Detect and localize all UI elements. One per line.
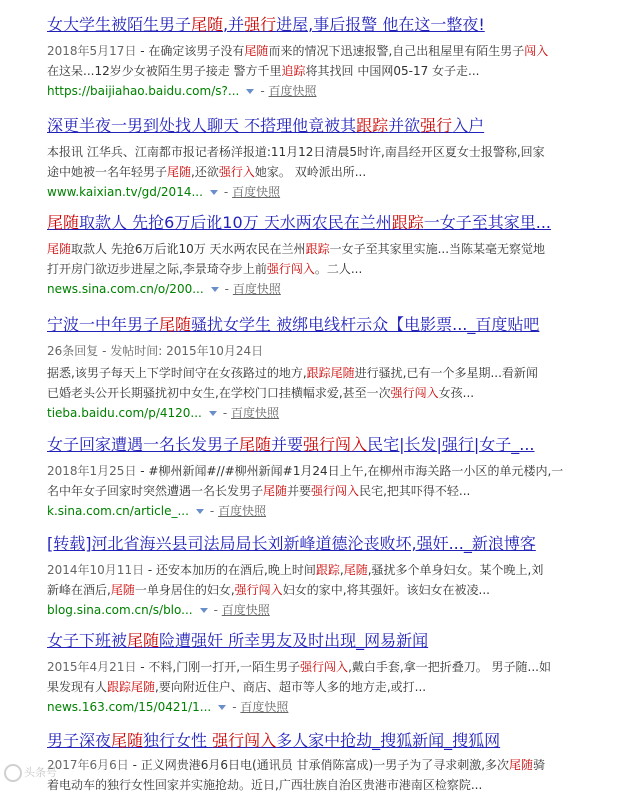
abstract-line <box>47 775 607 795</box>
result-title[interactable] <box>47 115 607 137</box>
snapshot-link[interactable]: 百度快照 <box>240 700 289 714</box>
result-date: 2017年6月6日 <box>47 758 129 772</box>
abstract-line <box>47 383 607 403</box>
result-date: 2018年1月25日 <box>47 464 137 478</box>
result-url[interactable]: news.163.com/15/0421/1... <box>47 700 212 714</box>
keyword-highlight: 尾随 <box>244 44 269 58</box>
chevron-down-icon[interactable] <box>211 287 219 292</box>
result-abstract <box>47 41 607 81</box>
abstract-text: 民宅,把其吓得不轻... <box>359 484 471 498</box>
result-abstract <box>47 560 607 600</box>
abstract-text: - #柳州新闻#//#柳州新闻#1月24日上午,在柳州市海关路一小区的单元楼内,一 <box>136 464 564 478</box>
result-url[interactable]: k.sina.com.cn/article_... <box>47 504 189 518</box>
chevron-down-icon[interactable] <box>210 190 218 195</box>
result-title[interactable] <box>47 434 607 456</box>
keyword-highlight: 跟踪 <box>305 242 330 256</box>
snapshot-link[interactable]: 百度快照 <box>221 603 270 617</box>
abstract-line <box>47 580 607 600</box>
keyword-highlight: 强行闯入 <box>311 484 360 498</box>
result-title[interactable] <box>47 14 607 36</box>
abstract-text: - 在确定该男子没有 <box>136 44 245 58</box>
abstract-text: 。二人... <box>314 262 363 276</box>
result-url-line: news.sina.com.cn/o/200... - 百度快照 <box>47 282 281 296</box>
title-text: 女大学生被陌生男子 <box>47 15 192 34</box>
result-title[interactable] <box>47 630 607 652</box>
result-item <box>47 630 607 717</box>
title-text: 取款人 先抢6万后讹10万 天水两农民在兰州 <box>79 213 392 232</box>
result-date: 2014年10月11日 <box>47 563 145 577</box>
keyword-highlight: 尾随 <box>263 484 288 498</box>
result-abstract <box>47 461 607 501</box>
result-url[interactable]: https://baijiahao.baidu.com/s?... <box>47 84 240 98</box>
result-url[interactable]: tieba.baidu.com/p/4120... <box>47 406 202 420</box>
abstract-text: - 还安本加历的在酒后,晚上时间 <box>144 563 316 577</box>
result-title[interactable] <box>47 730 607 752</box>
result-url-line: www.kaixian.tv/gd/2014... - 百度快照 <box>47 185 281 199</box>
abstract-text: ,戴白手套,拿一把折叠刀。 男子随...如 <box>348 660 551 674</box>
result-abstract <box>47 657 607 697</box>
chevron-down-icon[interactable] <box>209 411 217 416</box>
title-text: 险遭强奸 所幸男友及时出现_网易新闻 <box>159 631 429 650</box>
abstract-text: 而来的情况下迅速报警,自己出租屋里有陌生男子 <box>268 44 525 58</box>
keyword-highlight: 跟踪尾随 <box>306 366 355 380</box>
keyword-highlight: 尾随 <box>47 242 72 256</box>
abstract-text: 骑 <box>533 758 546 772</box>
abstract-line <box>47 755 607 775</box>
title-text: 进屋,事后报警 他在这一整夜! <box>276 15 485 34</box>
chevron-down-icon[interactable] <box>246 89 254 94</box>
result-item <box>47 14 607 101</box>
result-item <box>47 115 607 202</box>
title-text: 民宅|长发|强行|女子_... <box>367 435 535 454</box>
chevron-down-icon[interactable] <box>196 509 204 514</box>
keyword-highlight: 尾随 <box>110 583 135 597</box>
snapshot-link[interactable]: 百度快照 <box>232 282 281 296</box>
title-text: 并要 <box>271 435 304 454</box>
keyword-highlight: 强行闯入 <box>266 262 315 276</box>
abstract-text: 本报讯 江华兵、江南都市报记者杨洋报道:11月12日清晨5时许,南昌经开区夏女士报警称,回家 <box>47 145 545 159</box>
title-text: 女子回家遭遇一名长发男子 <box>47 435 240 454</box>
title-highlight: 尾随 <box>111 731 144 750</box>
title-highlight: 尾随 <box>239 435 272 454</box>
abstract-text: ,骚扰多个单身妇女。某个晚上,刘 <box>367 563 544 577</box>
abstract-text: - 正义网贵港6月6日电(通讯员 甘承俏陈富成)一男子为了寻求刺激,多次 <box>128 758 510 772</box>
title-text: 多人家中抢劫_搜狐新闻_搜狐网 <box>276 731 501 750</box>
abstract-line <box>47 259 607 279</box>
abstract-text: 妇女的家中,将其强奸。该妇女在被凌... <box>282 583 490 597</box>
result-abstract <box>47 142 607 182</box>
result-item <box>47 730 607 795</box>
abstract-text: 已婚老头公开长期骚扰初中女生,在学校门口挂横幅求爱,甚至一次 <box>47 386 391 400</box>
abstract-text: 取款人 先抢6万后讹10万 天水两农民在兰州 <box>71 242 306 256</box>
keyword-highlight: 强行闯入 <box>300 660 349 674</box>
abstract-line <box>47 61 607 81</box>
result-url-line: blog.sina.com.cn/s/blo... - 百度快照 <box>47 603 270 617</box>
abstract-text: 据悉,该男子每天上下学时间守在女孩路过的地方, <box>47 366 307 380</box>
abstract-text: 女孩... <box>438 386 475 400</box>
keyword-highlight: 尾随 <box>343 563 368 577</box>
chevron-down-icon[interactable] <box>200 608 208 613</box>
result-item <box>47 533 607 620</box>
abstract-line <box>47 677 607 697</box>
keyword-highlight: 尾随 <box>509 758 534 772</box>
abstract-text: 打开房门欲迈步进屋之际,李景琦夺步上前 <box>47 262 267 276</box>
keyword-highlight: 跟踪 <box>315 563 340 577</box>
title-highlight: 尾随 <box>159 315 192 334</box>
snapshot-link[interactable]: 百度快照 <box>231 406 280 420</box>
watermark-logo-icon <box>4 764 22 782</box>
title-text: 并欲 <box>388 116 421 135</box>
title-highlight: 尾随 <box>127 631 160 650</box>
title-text: ,并 <box>223 15 245 34</box>
keyword-highlight: 跟踪尾随 <box>107 680 156 694</box>
abstract-text: 新峰在酒后, <box>47 583 111 597</box>
keyword-highlight: 追踪 <box>281 64 306 78</box>
title-text: 宁波一中年男子 <box>47 315 160 334</box>
abstract-text: 一单身居住的妇女, <box>134 583 235 597</box>
abstract-line <box>47 41 607 61</box>
result-meta: 26条回复 - 发帖时间: 2015年10月24日 <box>47 344 264 358</box>
abstract-line <box>47 142 607 162</box>
abstract-text: 果发现有人 <box>47 680 108 694</box>
title-highlight: 强行 <box>420 116 453 135</box>
result-url[interactable]: news.sina.com.cn/o/200... <box>47 282 204 296</box>
title-highlight: 跟踪 <box>356 116 389 135</box>
result-abstract <box>47 239 607 279</box>
result-item <box>47 434 607 521</box>
result-item <box>47 212 607 299</box>
title-text: 男子深夜 <box>47 731 112 750</box>
title-text: 女子下班被 <box>47 631 128 650</box>
abstract-line <box>47 363 607 383</box>
abstract-text: 途中她被一名年轻男子 <box>47 165 168 179</box>
keyword-highlight: 强行闯入 <box>390 386 439 400</box>
result-title[interactable] <box>47 533 607 555</box>
abstract-text: 进行骚扰,已有一个多星期...看新闻 <box>354 366 538 380</box>
keyword-highlight: 强行入 <box>218 165 255 179</box>
title-highlight: 强行闯入 <box>303 435 368 454</box>
title-highlight: 跟踪 <box>391 213 424 232</box>
keyword-highlight: 闯入 <box>524 44 549 58</box>
abstract-text: 在这呆...12岁少女被陌生男子接走 警方千里 <box>47 64 282 78</box>
result-url[interactable]: blog.sina.com.cn/s/blo... <box>47 603 193 617</box>
result-item <box>47 314 607 423</box>
snapshot-link[interactable]: 百度快照 <box>268 84 317 98</box>
abstract-text: , <box>339 563 344 577</box>
result-date: 2018年5月17日 <box>47 44 137 58</box>
title-highlight: 强行闯入 <box>212 731 277 750</box>
title-text: 骚扰女学生 被绑电线杆示众【电影票..._百度贴吧 <box>191 315 540 334</box>
result-abstract <box>47 363 607 403</box>
snapshot-link[interactable]: 百度快照 <box>232 185 281 199</box>
abstract-line <box>47 481 607 501</box>
title-text: 深更半夜一男到处找人聊天 不搭理他竟被其 <box>47 116 357 135</box>
title-highlight: 强行 <box>244 15 277 34</box>
keyword-highlight: 强行闯入 <box>234 583 283 597</box>
result-title[interactable] <box>47 314 607 336</box>
result-title[interactable] <box>47 212 607 234</box>
title-highlight: 尾随 <box>47 213 80 232</box>
watermark-text: 头条号 <box>24 766 57 779</box>
title-text: 入户 <box>452 116 485 135</box>
title-highlight: 尾随 <box>191 15 224 34</box>
result-abstract <box>47 755 607 795</box>
snapshot-link[interactable]: 百度快照 <box>218 504 267 518</box>
title-text: 一女子至其家里... <box>423 213 552 232</box>
abstract-text: 一女子至其家里实施...当陈某毫无察觉地 <box>329 242 546 256</box>
title-text: 独行女性 <box>143 731 213 750</box>
result-url-line: tieba.baidu.com/p/4120... - 百度快照 <box>47 406 280 420</box>
abstract-text: ,还欲 <box>191 165 219 179</box>
abstract-line <box>47 657 607 677</box>
result-url-line: news.163.com/15/0421/1... - 百度快照 <box>47 700 289 714</box>
result-url-line: k.sina.com.cn/article_... - 百度快照 <box>47 504 267 518</box>
title-text: [转载]河北省海兴县司法局局长刘新峰道德沦丧败坏,强奸..._新浪博客 <box>47 534 536 553</box>
abstract-text: 并要 <box>287 484 312 498</box>
abstract-line <box>47 461 607 481</box>
abstract-text: 名中年女子回家时突然遭遇一名长发男子 <box>47 484 264 498</box>
abstract-text: ,要向附近住户、商店、超市等人多的地方走,或打... <box>155 680 427 694</box>
abstract-text: 将其找回 中国网05-17 女子走... <box>305 64 480 78</box>
abstract-text: 着电动车的独行女性回家并实施抢劫。近日,广西壮族自治区贵港市港南区检察院... <box>47 778 483 792</box>
result-url[interactable]: www.kaixian.tv/gd/2014... <box>47 185 203 199</box>
abstract-line <box>47 162 607 182</box>
keyword-highlight: 尾随 <box>167 165 192 179</box>
result-url-line: https://baijiahao.baidu.com/s?... - 百度快照 <box>47 84 317 98</box>
chevron-down-icon[interactable] <box>218 705 226 710</box>
watermark <box>4 764 57 782</box>
result-date: 2015年4月21日 <box>47 660 137 674</box>
abstract-line <box>47 560 607 580</box>
abstract-text: 她家。 双岭派出所... <box>254 165 367 179</box>
abstract-text: - 不料,门刚一打开,一陌生男子 <box>136 660 301 674</box>
abstract-line <box>47 239 607 259</box>
